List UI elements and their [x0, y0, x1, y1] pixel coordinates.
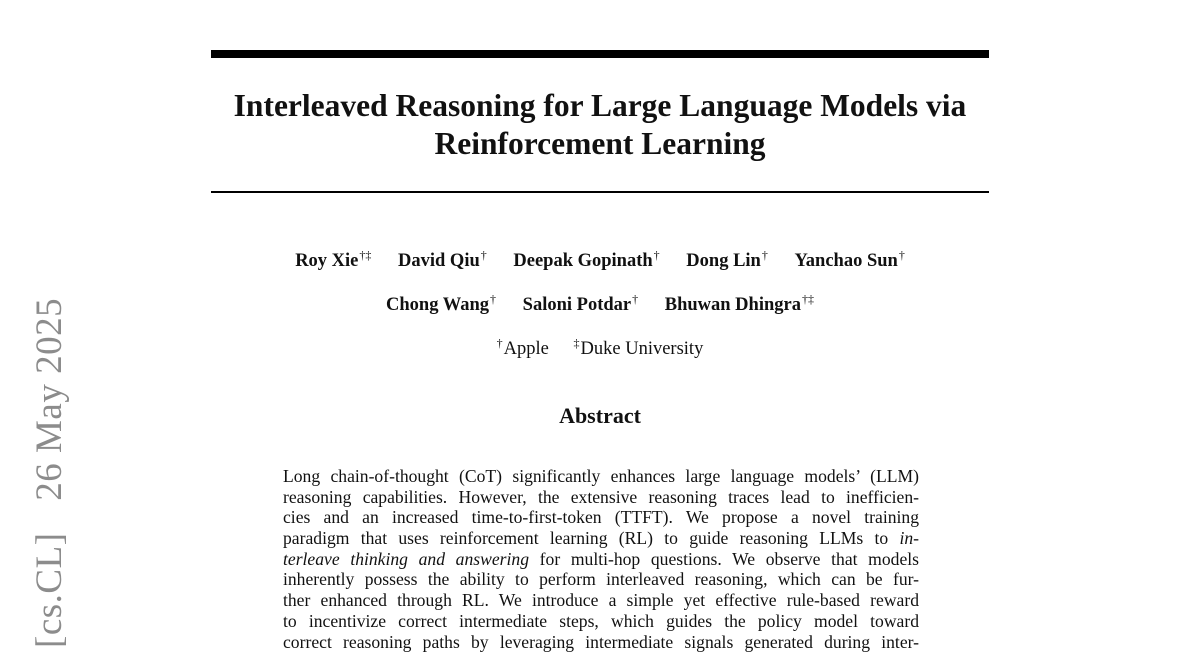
author-affil-marks: †‡	[802, 292, 814, 306]
author-affil-marks: †	[899, 248, 905, 262]
affiliation	[574, 339, 704, 359]
title-bottom-rule	[211, 191, 989, 193]
author	[794, 251, 904, 271]
affiliation-name: Apple	[504, 339, 549, 359]
abstract-line: inherently possess the ability to perform interleaved reasoning, which can be fur-	[283, 569, 919, 590]
author-name: Roy Xie	[295, 251, 358, 271]
abstract-line: to incentivize correct intermediate steps, which guides the policy model toward	[283, 611, 919, 632]
author	[523, 295, 638, 315]
abstract-line: terleave thinking and answering for multi-hop questions. We observe that models	[283, 549, 919, 570]
title-line-1: Interleaved Reasoning for Large Language Models via	[200, 87, 1000, 125]
author-affil-marks: †	[632, 292, 638, 306]
arxiv-date: 26 May 2025	[29, 298, 70, 501]
abstract-emphasis: in-	[899, 528, 919, 548]
abstract-heading: Abstract	[200, 403, 1000, 429]
author-row-2	[200, 292, 1000, 316]
abstract-line: cies and an increased time-to-first-token (TTFT). We propose a novel training	[283, 507, 919, 528]
author	[686, 251, 768, 271]
author-name: Saloni Potdar	[523, 295, 631, 315]
abstract-body	[283, 466, 919, 652]
author	[295, 251, 371, 271]
abstract-line: reasoning capabilities. However, the extensive reasoning traces lead to inefficien-	[283, 487, 919, 508]
author-name: David Qiu	[398, 251, 480, 271]
author-affil-marks: †	[490, 292, 496, 306]
author	[398, 251, 487, 271]
author-name: Bhuwan Dhingra	[665, 295, 801, 315]
abstract-line: Long chain-of-thought (CoT) significantly enhances large language models’ (LLM)	[283, 466, 919, 487]
title-line-2: Reinforcement Learning	[200, 125, 1000, 163]
paper-title	[200, 87, 1000, 163]
author-name: Dong Lin	[686, 251, 761, 271]
title-top-rule	[211, 50, 989, 58]
author-name: Yanchao Sun	[794, 251, 897, 271]
abstract-line: ther enhanced through RL. We introduce a simple yet effective rule-based reward	[283, 590, 919, 611]
author-name: Deepak Gopinath	[513, 251, 652, 271]
affiliations	[200, 336, 1000, 360]
author-affil-marks: †‡	[359, 248, 371, 262]
author-affil-marks: †	[762, 248, 768, 262]
abstract-line: correct reasoning paths by leveraging intermediate signals generated during inter-	[283, 632, 919, 652]
author	[513, 251, 659, 271]
affiliation-mark: †	[497, 336, 503, 350]
arxiv-side-stamp	[28, 276, 71, 648]
abstract-line: paradigm that uses reinforcement learning (RL) to guide reasoning LLMs to in-	[283, 528, 919, 549]
affiliation-mark: ‡	[574, 336, 580, 350]
abstract-emphasis: terleave thinking and answering	[283, 549, 529, 569]
author	[386, 295, 496, 315]
author-name: Chong Wang	[386, 295, 489, 315]
affiliation	[497, 339, 549, 359]
author	[665, 295, 814, 315]
author-affil-marks: †	[654, 248, 660, 262]
author-row-1	[200, 248, 1000, 272]
affiliation-name: Duke University	[581, 339, 704, 359]
author-affil-marks: †	[481, 248, 487, 262]
arxiv-category: [cs.CL]	[29, 533, 70, 649]
